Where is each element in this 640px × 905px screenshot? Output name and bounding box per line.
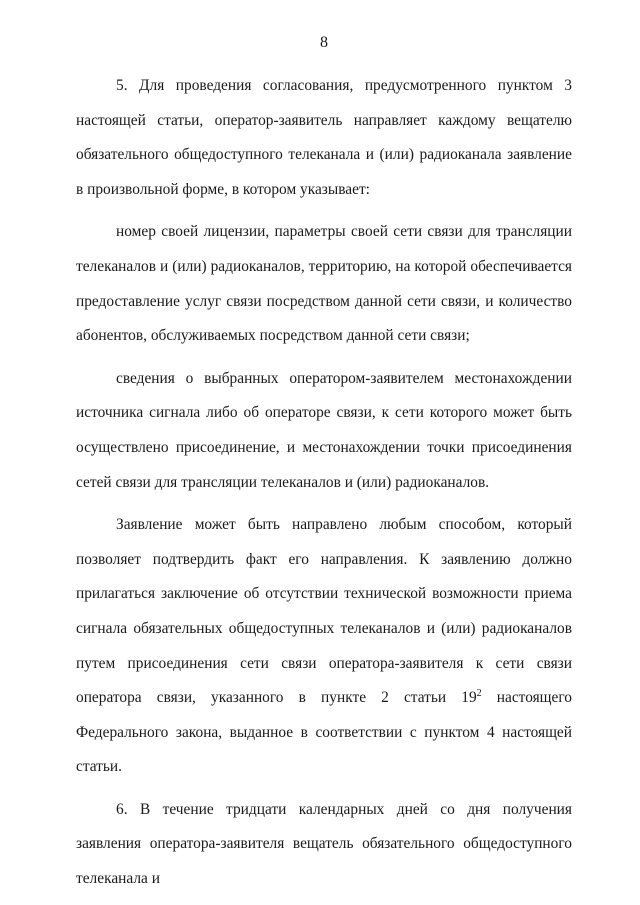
paragraph-license: номер своей лицензии, параметры своей сети связи для трансляции телеканалов и (или) радиоканалов, территорию, на которой обеспечивается предоставление услуг связи посредством данной сети связи, и количество абонентов, обслуживаемых посредством данной сети связи; [76, 223, 572, 345]
paragraph-application [76, 508, 572, 785]
paragraph-application-tail: настоящего Федерального закона, выданное в соответствии с пунктом 4 настоящей статьи. [76, 689, 572, 776]
superscript: 2 [476, 688, 482, 700]
paragraph-signal-source: сведения о выбранных оператором-заявителем местонахождении источника сигнала либо об операторе связи, к сети которого может быть осуществлено присоединение, и местонахождении точки присоединения сетей связи для трансляции телеканалов и (или) радиоканалов. [76, 369, 572, 491]
paragraph-application-text: Заявление может быть направлено любым способом, который позволяет подтвердить факт его направления. К заявлению должно прилагаться заключение об отсутствии технической возможности приема сигнала обязательных общедоступных телеканалов и (или) радиоканалов путем присоединения сети связи оператора-заявителя к сети связи оператора связи, указанного в пункте 2 статьи 19 [76, 516, 572, 707]
paragraph-5: 5. Для проведения согласования, предусмотренного пунктом 3 настоящей статьи, оператор-заявитель направляет каждому вещателю обязательного общедоступного телеканала и (или) радиоканала заявление в произвольной форме, в котором указывает: [76, 77, 572, 198]
page-number: 8 [320, 34, 328, 51]
paragraph-6: 6. В течение тридцати календарных дней со дня получения заявления оператора-заявителя вещатель обязательного общедоступного телеканала и [76, 800, 572, 888]
